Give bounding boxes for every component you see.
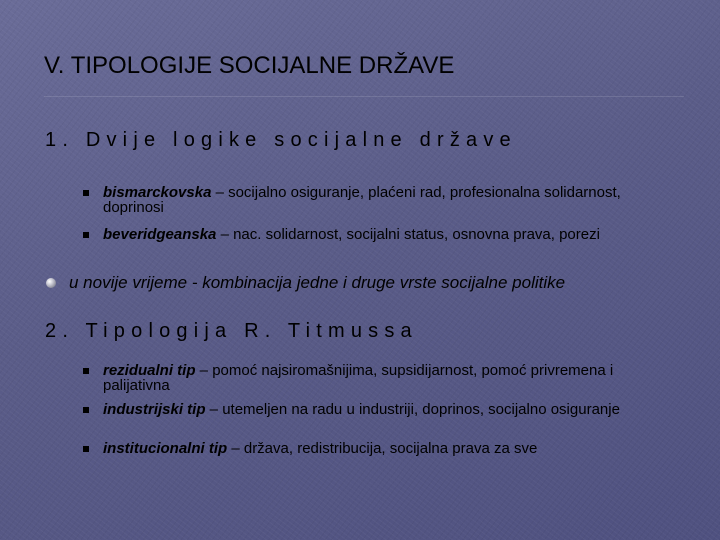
list-item-text	[103, 363, 673, 393]
list-item-text	[103, 227, 673, 242]
item-label: industrijski tip	[103, 401, 206, 418]
item-label: beveridgeanska	[103, 226, 217, 243]
item-label: bismarckovska	[103, 184, 212, 201]
list-item-text	[103, 441, 673, 456]
round-bullet-icon	[46, 278, 56, 288]
title-divider	[44, 96, 684, 97]
square-bullet-icon	[83, 407, 89, 413]
slide-title: V. TIPOLOGIJE SOCIJALNE DRŽAVE	[44, 52, 455, 79]
section-1-heading: 1. Dvije logike socijalne države	[45, 129, 517, 151]
square-bullet-icon	[83, 446, 89, 452]
item-description: – socijalno osiguranje, plaćeni rad, profesionalna solidarnost, doprinosi	[103, 184, 621, 216]
item-description: – nac. solidarnost, socijalni status, osnovna prava, porezi	[216, 226, 600, 243]
list-item-text	[103, 402, 673, 417]
section-2-heading: 2. Tipologija R. Titmussa	[45, 320, 418, 342]
item-label: rezidualni tip	[103, 362, 196, 379]
square-bullet-icon	[83, 368, 89, 374]
item-description: – utemeljen na radu u industriji, doprinos, socijalno osiguranje	[205, 401, 620, 418]
summary-note-text: u novije vrijeme - kombinacija jedne i druge vrste socijalne politike	[69, 273, 566, 292]
list-item-text	[103, 185, 673, 215]
square-bullet-icon	[83, 232, 89, 238]
item-label: institucionalni tip	[103, 440, 228, 457]
item-description: – država, redistribucija, socijalna prava za sve	[227, 440, 538, 457]
item-description: – pomoć najsiromašnijima, supsidijarnost, pomoć privremena i palijativna	[103, 362, 614, 394]
square-bullet-icon	[83, 190, 89, 196]
